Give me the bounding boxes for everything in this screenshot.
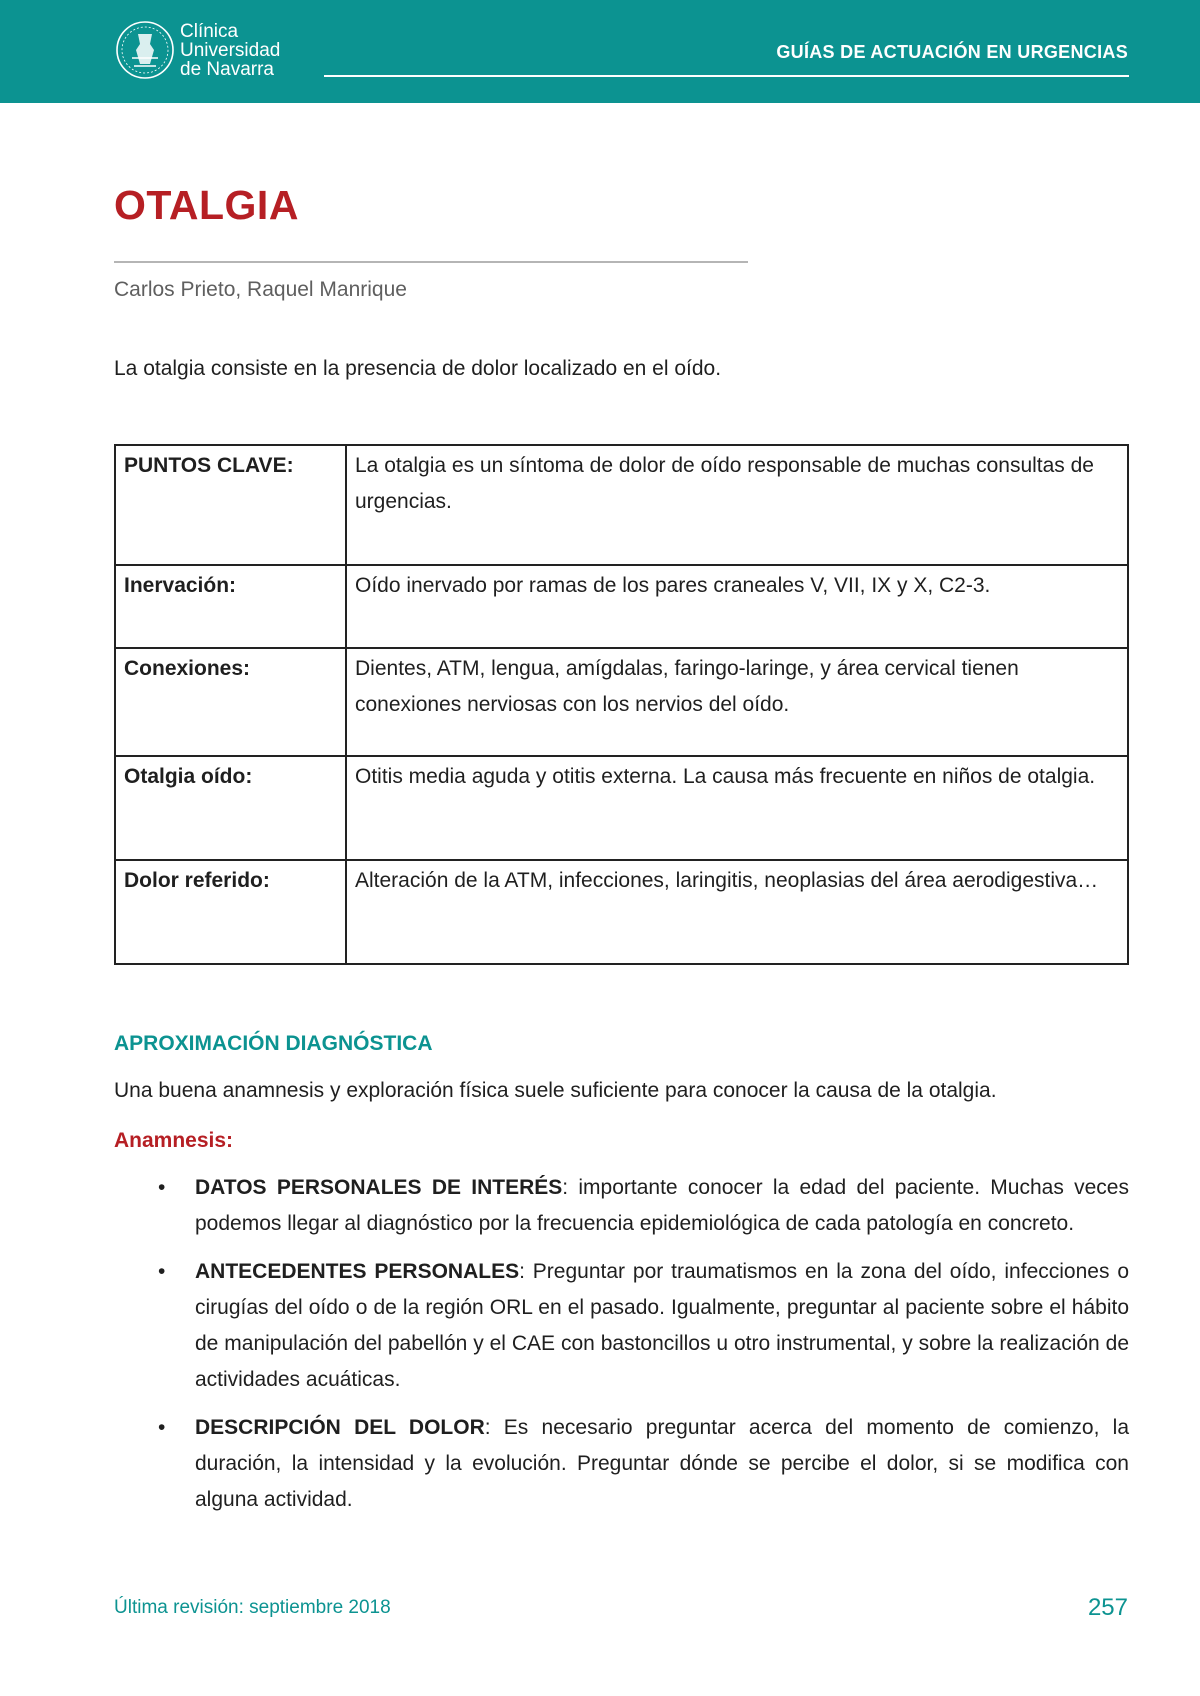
list-item-text: : Es necesario preguntar acerca del momento de comienzo, la duración, la intensidad y la evolución. Preguntar dónde se percibe el dolor, si se modifica con alguna actividad. bbox=[195, 1416, 1130, 1511]
table-row bbox=[115, 445, 1128, 565]
row-text: Oído inervado por ramas de los pares craneales V, VII, IX y X, C2-3. bbox=[346, 565, 1128, 648]
guide-series-title: GUÍAS DE ACTUACIÓN EN URGENCIAS bbox=[776, 42, 1128, 62]
header-divider bbox=[324, 75, 1129, 77]
row-label: Otalgia oído: bbox=[115, 756, 346, 860]
bullet-icon: • bbox=[158, 1176, 166, 1199]
list-item-term: ANTECEDENTES PERSONALES bbox=[195, 1260, 520, 1283]
list-item bbox=[114, 1410, 1129, 1518]
table-row bbox=[115, 565, 1128, 648]
row-text: La otalgia es un síntoma de dolor de oído responsable de muchas consultas de urgencias. bbox=[346, 445, 1128, 565]
title-divider bbox=[114, 261, 748, 263]
row-label: Inervación: bbox=[115, 565, 346, 648]
bullet-icon: • bbox=[158, 1260, 166, 1283]
list-item-term: DATOS PERSONALES DE INTERÉS bbox=[195, 1176, 563, 1199]
row-label: Dolor referido: bbox=[115, 860, 346, 964]
revision-date: Última revisión: septiembre 2018 bbox=[114, 1597, 391, 1618]
page-header bbox=[0, 0, 1200, 103]
section-title: APROXIMACIÓN DIAGNÓSTICA bbox=[114, 1032, 433, 1055]
table-row bbox=[115, 648, 1128, 756]
page-title: OTALGIA bbox=[114, 182, 299, 228]
list-item-text: : Preguntar por traumatismos en la zona del oído, infecciones o cirugías del oído o de la región ORL en el pasado. Igualmente, preguntar al paciente sobre el hábito de manipulación del pabellón y el CAE con bastoncillos u otro instrumental, y sobre la realización de actividades acuáticas. bbox=[195, 1260, 1130, 1391]
table-row bbox=[115, 756, 1128, 860]
institution-name bbox=[180, 22, 280, 79]
list-item-text: : importante conocer la edad del paciente. Muchas veces podemos llegar al diagnóstico por la frecuencia epidemiológica de cada patología en concreto. bbox=[195, 1176, 1129, 1235]
authors: Carlos Prieto, Raquel Manrique bbox=[114, 278, 407, 301]
row-text: Otitis media aguda y otitis externa. La causa más frecuente en niños de otalgia. bbox=[346, 756, 1128, 860]
key-points-table bbox=[114, 444, 1129, 965]
row-text: Dientes, ATM, lengua, amígdalas, faringo-laringe, y área cervical tienen conexiones nerviosas con los nervios del oído. bbox=[346, 648, 1128, 756]
logo-line: Universidad bbox=[180, 40, 281, 61]
table-row bbox=[115, 860, 1128, 964]
logo-line: de Navarra bbox=[180, 59, 274, 80]
university-seal-icon bbox=[114, 14, 176, 86]
page-number: 257 bbox=[1087, 1594, 1128, 1621]
bullet-icon: • bbox=[158, 1416, 166, 1439]
subheading: Anamnesis: bbox=[114, 1129, 234, 1152]
logo-line: Clínica bbox=[180, 21, 239, 42]
diagnosis-paragraph: Una buena anamnesis y exploración física suele suficiente para conocer la causa de la otalgia. bbox=[114, 1079, 997, 1102]
row-text: Alteración de la ATM, infecciones, laringitis, neoplasias del área aerodigestiva… bbox=[346, 860, 1128, 964]
list-item bbox=[114, 1254, 1129, 1398]
row-label: Conexiones: bbox=[115, 648, 346, 756]
row-label: PUNTOS CLAVE: bbox=[115, 445, 346, 565]
intro-paragraph: La otalgia consiste en la presencia de dolor localizado en el oído. bbox=[114, 357, 722, 380]
anamnesis-list bbox=[114, 1170, 1129, 1530]
list-item-term: DESCRIPCIÓN DEL DOLOR bbox=[195, 1416, 485, 1439]
list-item bbox=[114, 1170, 1129, 1242]
